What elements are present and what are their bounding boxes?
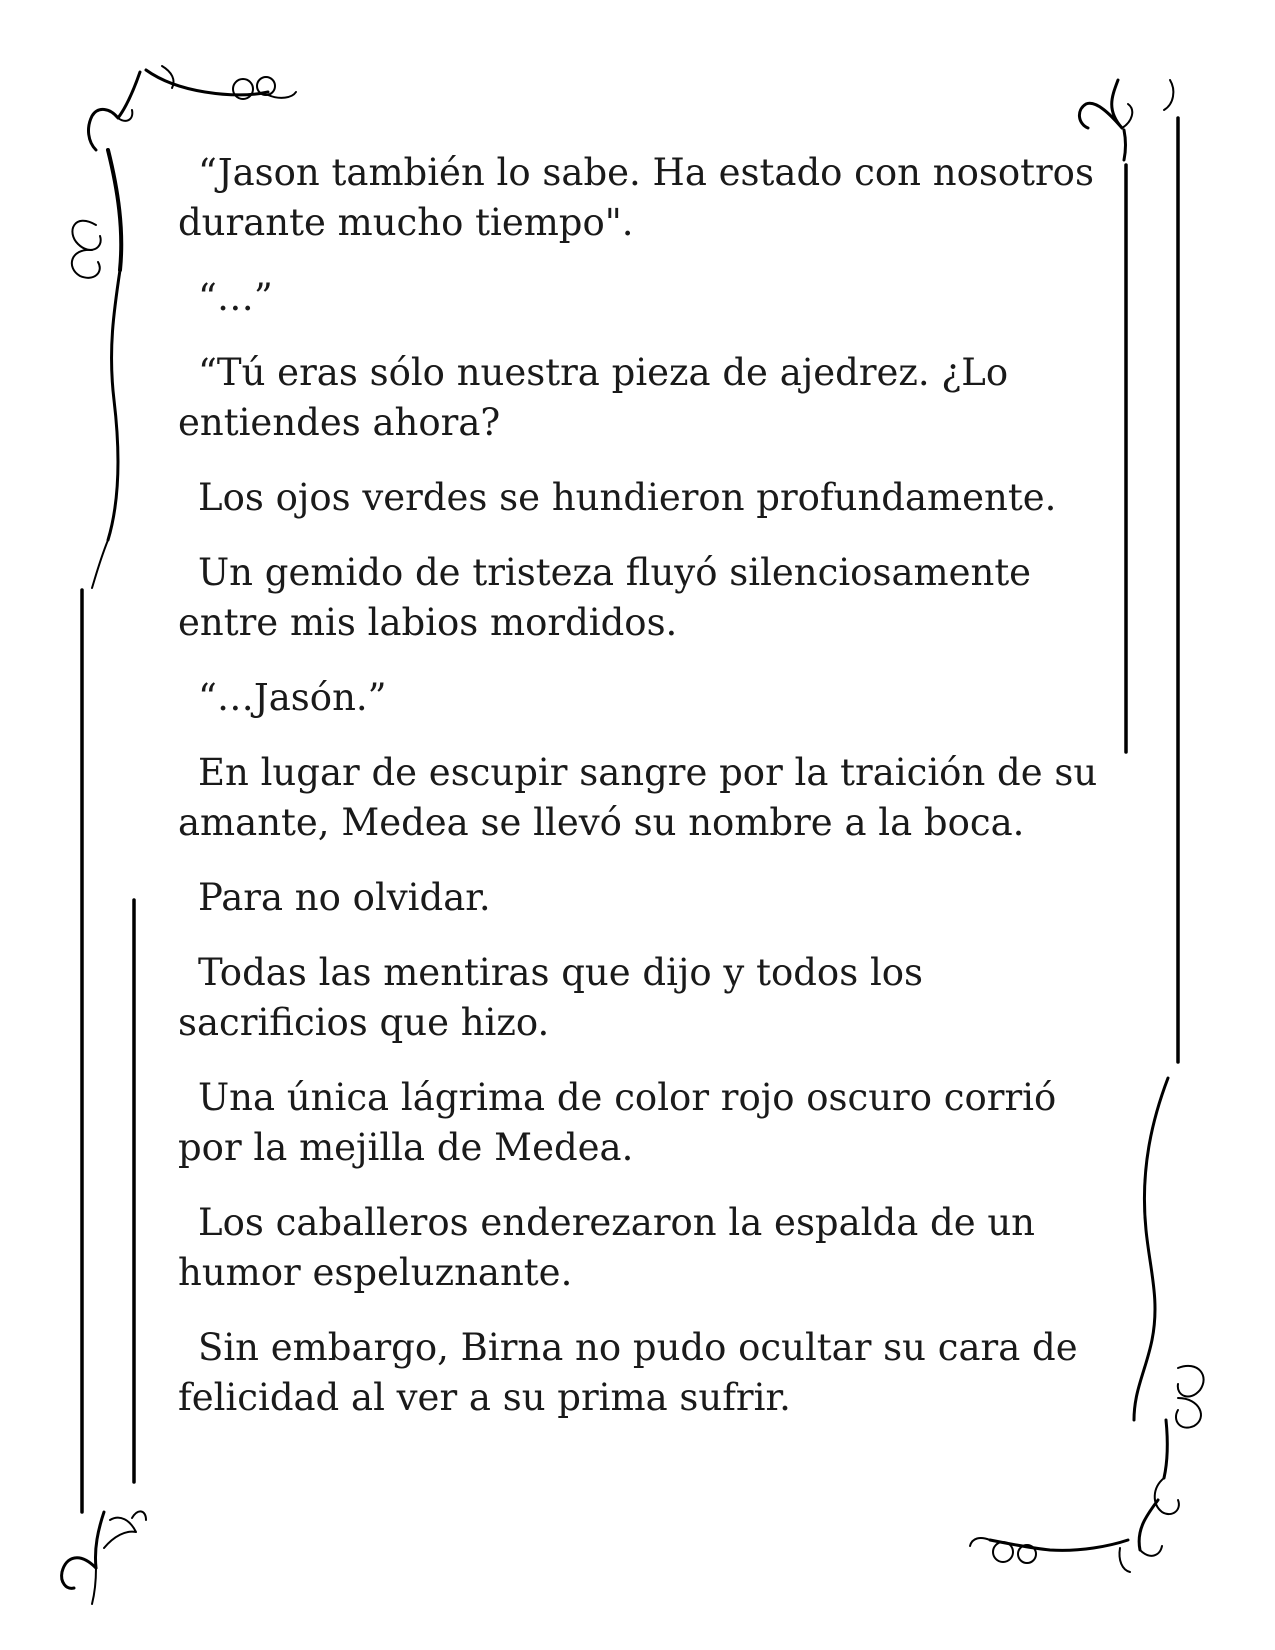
paragraph: Sin embargo, Birna no pudo ocultar su cara de felicidad al ver a su prima sufrir.: [178, 1326, 1078, 1419]
paragraph: En lugar de escupir sangre por la traición de su amante, Medea se llevó su nombre a la boca.: [178, 751, 1098, 844]
paragraph: Una única lágrima de color rojo oscuro corrió por la mejilla de Medea.: [178, 1076, 1057, 1169]
paragraph: Para no olvidar.: [198, 876, 491, 919]
flourish-bottom-left-icon: [62, 1511, 146, 1604]
paragraph: Todas las mentiras que dijo y todos los sacrificios que hizo.: [178, 951, 924, 1044]
paragraph: “Jason también lo sabe. Ha estado con nosotros durante mucho tiempo".: [178, 151, 1094, 244]
paragraph: “…Jasón.”: [198, 676, 387, 719]
paragraph: Un gemido de tristeza fluyó silenciosamente entre mis labios mordidos.: [178, 551, 1032, 644]
paragraph: Los ojos verdes se hundieron profundamente.: [198, 476, 1057, 519]
document-body: [178, 148, 1108, 1448]
paragraph: “Tú eras sólo nuestra pieza de ajedrez. ¿Lo entiendes ahora?: [178, 351, 1009, 444]
paragraph: Los caballeros enderezaron la espalda de un humor espeluznante.: [178, 1201, 1036, 1294]
paragraph: “…”: [198, 276, 273, 319]
